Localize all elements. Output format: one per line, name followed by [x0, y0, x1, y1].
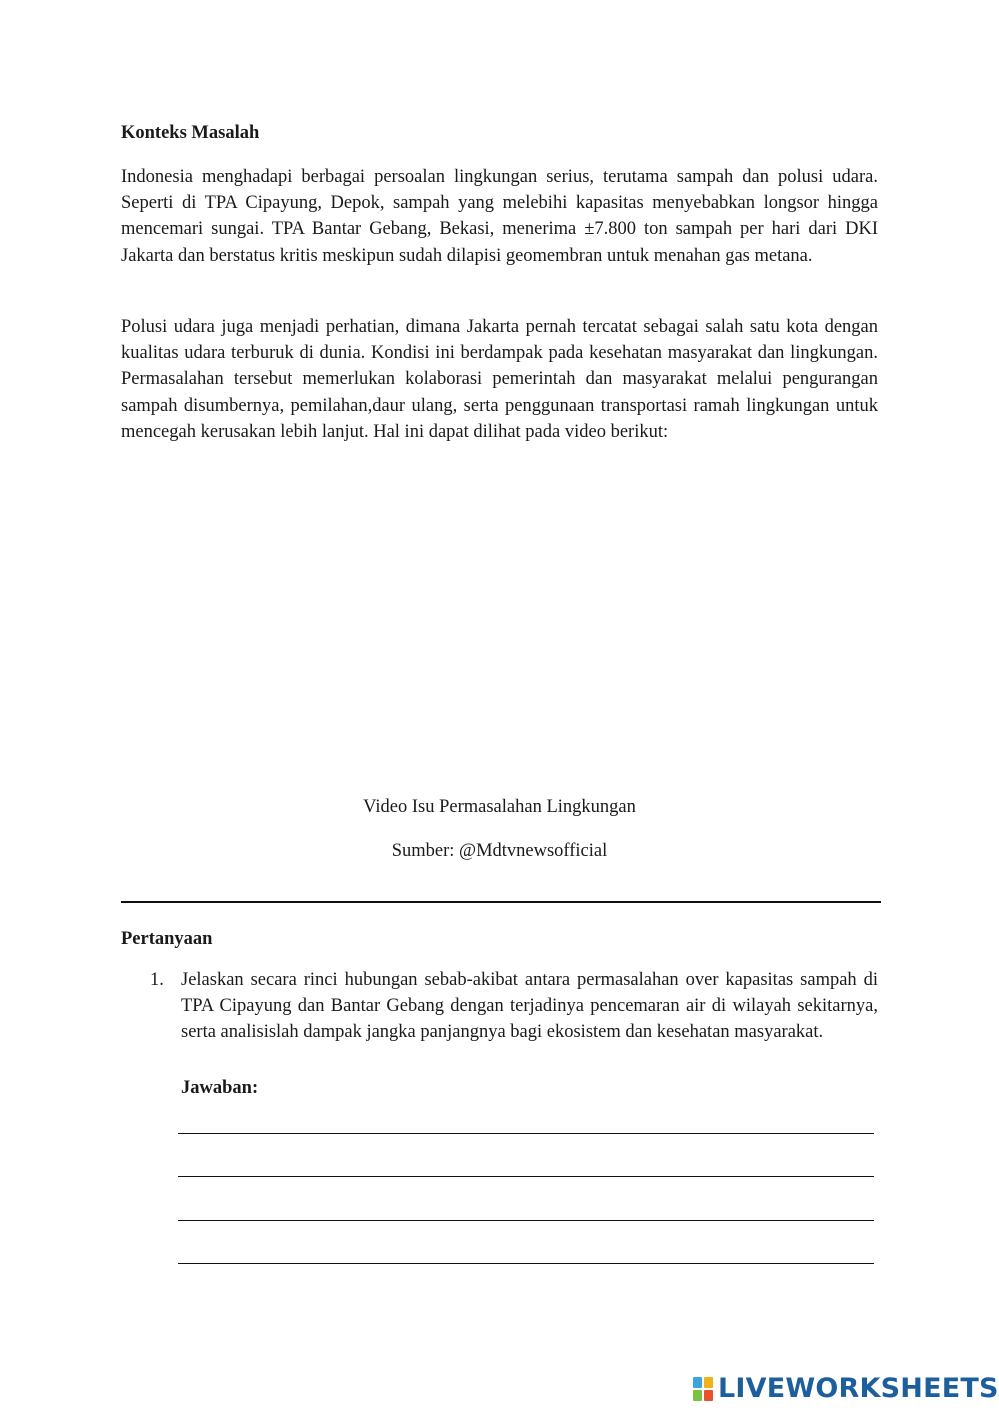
logo-cell — [704, 1390, 713, 1401]
liveworksheets-logo-icon — [692, 1376, 714, 1402]
liveworksheets-brand — [692, 1373, 999, 1405]
context-paragraph-1: Indonesia menghadapi berbagai persoalan lingkungan serius, terutama sampah dan polusi udara. Seperti di TPA Cipayung, Depok, sampah yang melebihi kapasitas menyebabkan longsor hingga mencemari sungai. TPA Bantar Gebang, Bekasi, menerima ±7.800 ton sampah per hari dari DKI Jakarta dan berstatus kritis meskipun sudah dilapisi geomembran untuk menahan gas metana. — [121, 167, 878, 266]
answer-line-3[interactable] — [178, 1220, 874, 1221]
video-embed-area[interactable] — [121, 480, 878, 780]
question-text: Jelaskan secara rinci hubungan sebab-akibat antara permasalahan over kapasitas sampah di TPA Cipayung dan Bantar Gebang dengan terjadinya pencemaran air di wilayah sekitarnya, serta analisislah dampak jangka panjangnya bagi ekosistem dan kesehatan masyarakat. — [181, 970, 878, 1043]
answer-line-2[interactable] — [178, 1176, 874, 1177]
answer-line-4[interactable] — [178, 1263, 874, 1264]
video-caption: Video Isu Permasalahan Lingkungan — [363, 797, 636, 817]
logo-cell — [704, 1377, 713, 1388]
brand-name: LIVEWORKSHEETS — [718, 1373, 999, 1404]
video-source: Sumber: @Mdtvnewsofficial — [391, 841, 608, 861]
logo-cell — [693, 1390, 702, 1401]
question-number: 1. — [150, 970, 164, 990]
answer-line-1[interactable] — [178, 1133, 874, 1134]
context-heading: Konteks Masalah — [121, 123, 260, 143]
answer-label: Jawaban: — [181, 1078, 259, 1098]
questions-heading: Pertanyaan — [121, 929, 213, 949]
section-divider — [121, 901, 881, 903]
context-paragraph-2: Polusi udara juga menjadi perhatian, dimana Jakarta pernah tercatat sebagai salah satu kota dengan kualitas udara terburuk di dunia. Kondisi ini berdampak pada kesehatan masyarakat dan lingkungan. Permasalahan tersebut memerlukan kolaborasi pemerintah dan masyarakat melalui pengurangan sampah disumbernya, pemilahan,daur ulang, serta penggunaan transportasi ramah lingkungan untuk mencegah kerusakan lebih lanjut. Hal ini dapat dilihat pada video berikut: — [121, 317, 878, 442]
logo-cell — [693, 1377, 702, 1388]
